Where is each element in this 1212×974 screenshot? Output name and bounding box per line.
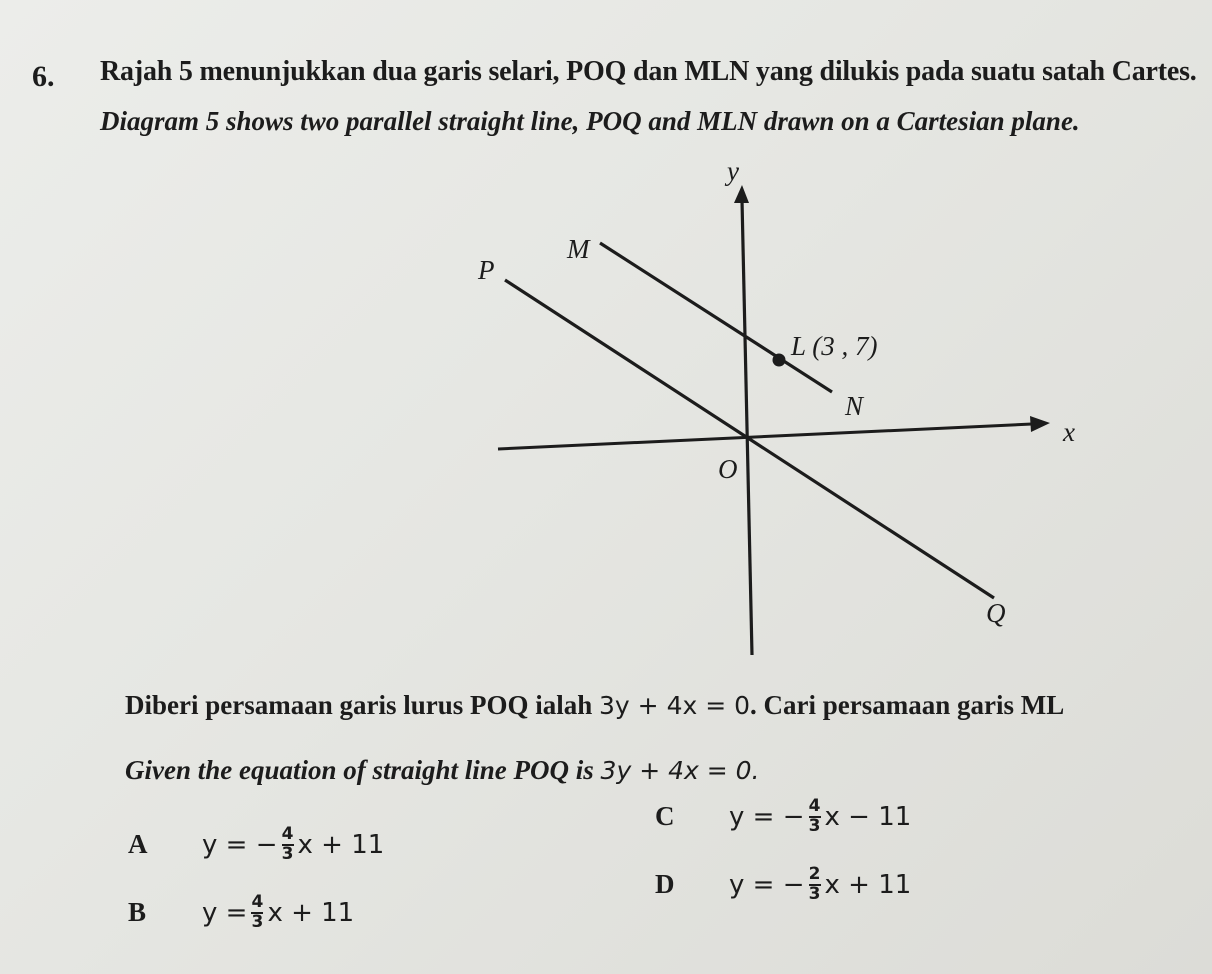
point-M-label: M [567, 234, 590, 264]
option-c-lhs: y = − [729, 801, 805, 832]
point-Q-label: Q [986, 598, 1006, 628]
given-malay-suffix: . Cari persamaan garis ML [750, 690, 1065, 720]
option-a[interactable] [128, 826, 384, 864]
y-axis-arrow [734, 185, 749, 203]
given-malay-equation: 3y + 4x = 0 [599, 691, 751, 720]
question-stem-malay: Rajah 5 menunjukkan dua garis selari, POQ dan MLN yang dilukis pada suatu satah Cartes. [100, 56, 1197, 87]
option-c[interactable] [655, 798, 911, 836]
option-d-numerator: 2 [808, 864, 821, 884]
option-c-equation [729, 798, 911, 836]
option-b-rhs: x + 11 [267, 897, 355, 928]
point-L-dot [773, 354, 786, 367]
option-b-lhs: y = [202, 897, 248, 928]
question-stem-english: Diagram 5 shows two parallel straight line, POQ and MLN drawn on a Cartesian plane. [100, 106, 1080, 136]
option-c-rhs: x − 11 [824, 801, 912, 832]
option-d-fraction [809, 866, 821, 904]
point-P-label: P [478, 255, 495, 285]
option-d-letter: D [655, 869, 675, 900]
option-a-lhs: y = − [202, 829, 278, 860]
given-malay [125, 690, 1064, 721]
x-axis-label: x [1063, 417, 1075, 447]
option-d[interactable] [655, 866, 911, 904]
option-d-rhs: x + 11 [824, 869, 912, 900]
given-english-equation: 3y + 4x = 0. [600, 756, 760, 785]
option-d-denominator: 3 [808, 883, 821, 904]
x-axis [498, 424, 1032, 449]
origin-label: O [718, 454, 738, 484]
option-b-equation [202, 894, 354, 932]
option-c-fraction [809, 798, 821, 836]
option-b[interactable] [128, 894, 354, 932]
y-axis [742, 200, 752, 655]
line-MLN [600, 243, 832, 392]
point-N-label: N [845, 391, 864, 421]
point-L-label: L (3 , 7) [791, 331, 878, 361]
option-c-numerator: 4 [808, 796, 821, 816]
option-a-equation [202, 826, 384, 864]
option-d-lhs: y = − [729, 869, 805, 900]
option-a-fraction [282, 826, 294, 864]
y-axis-label: y [727, 156, 739, 186]
option-b-numerator: 4 [251, 892, 264, 912]
option-c-denominator: 3 [808, 815, 821, 836]
x-axis-arrow [1030, 416, 1050, 432]
option-c-letter: C [655, 801, 675, 832]
given-english [125, 755, 759, 786]
option-b-denominator: 3 [251, 911, 264, 932]
option-b-letter: B [128, 897, 147, 928]
option-a-denominator: 3 [281, 843, 294, 864]
option-b-fraction [251, 894, 263, 932]
option-d-equation [729, 866, 911, 904]
given-malay-prefix: Diberi persamaan garis lurus POQ ialah [125, 690, 593, 720]
question-number: 6. [32, 60, 55, 93]
option-a-rhs: x + 11 [297, 829, 385, 860]
option-a-numerator: 4 [281, 824, 294, 844]
given-english-prefix: Given the equation of straight line POQ is [125, 755, 594, 785]
option-a-letter: A [128, 829, 148, 860]
